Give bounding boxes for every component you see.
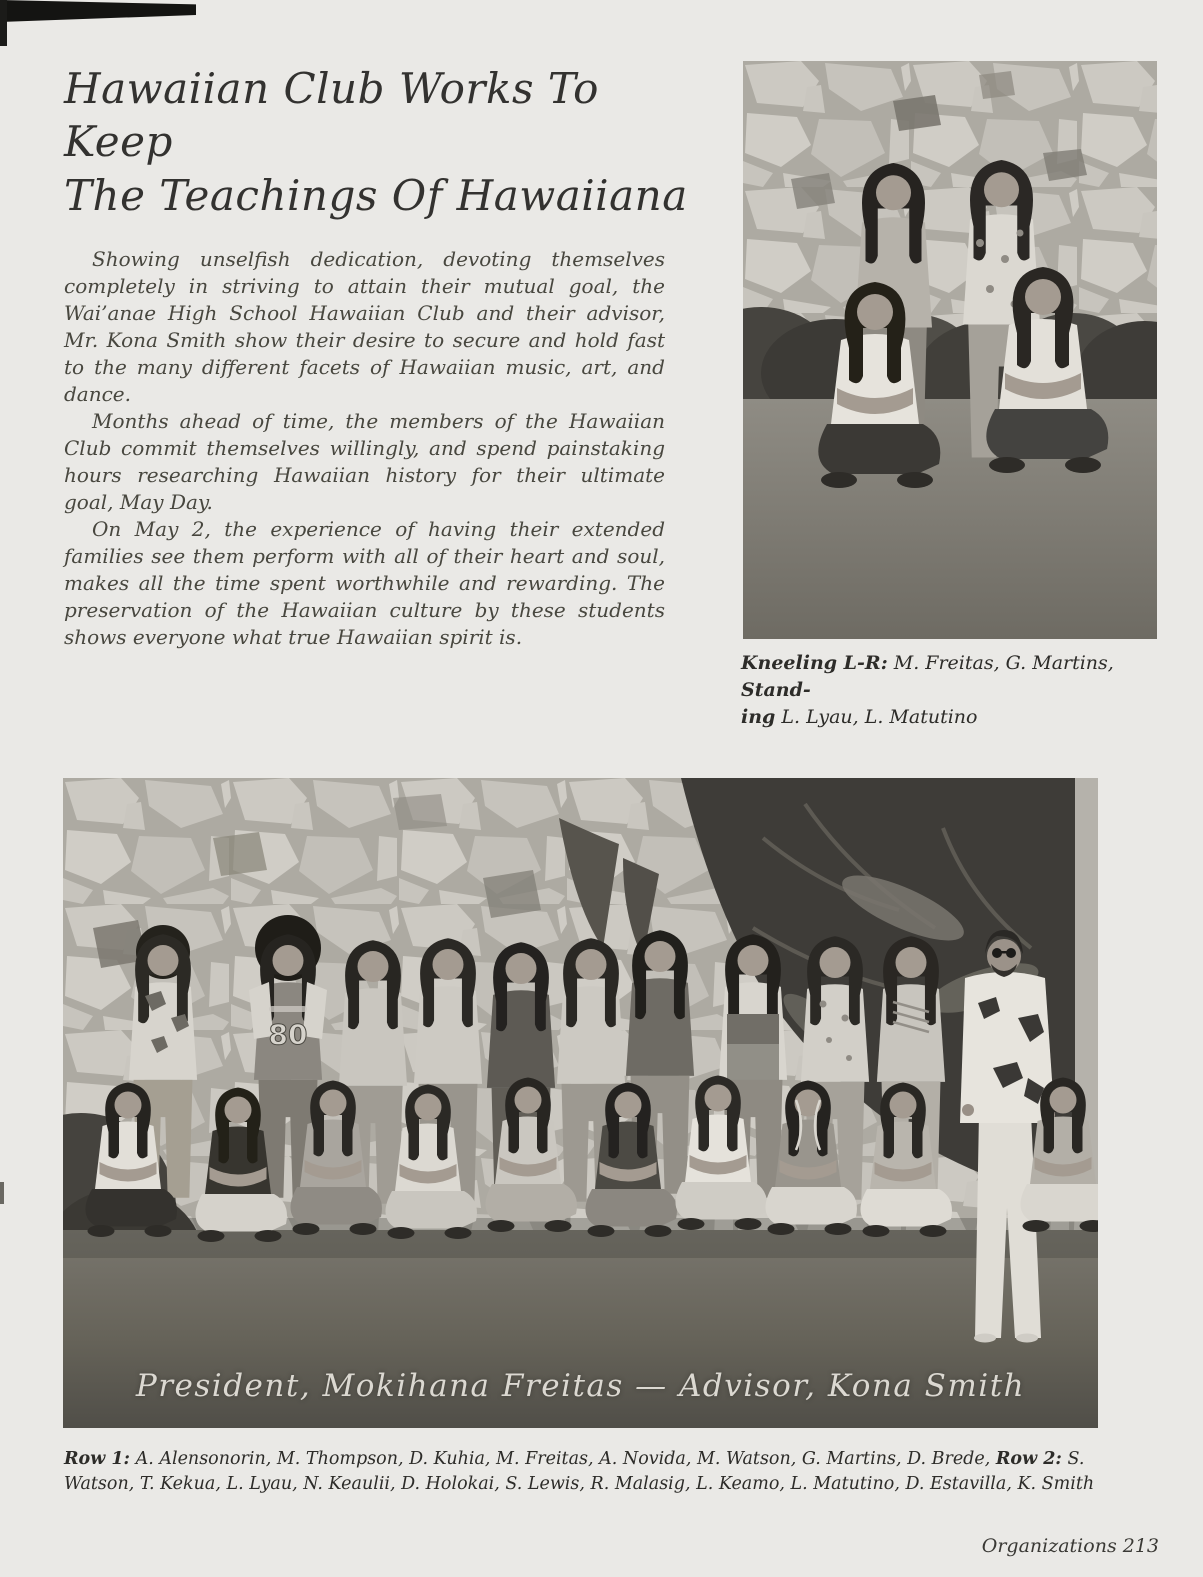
scan-artifact-tick — [0, 1182, 4, 1204]
caption-row2-names: S. Watson, T. Kekua, L. Lyau, N. Keaulii, D. Holokai, S. Lewis, R. Malasig, L. Keamo, L. Matutino, D. Estavilla, K. Smith — [64, 1449, 1095, 1494]
caption-row1-label: Row 1: — [64, 1449, 131, 1469]
page-footer: Organizations 213 — [981, 1535, 1159, 1557]
scan-artifact-top — [0, 0, 196, 22]
caption-kneeling-names: M. Freitas, G. Martins, — [887, 652, 1114, 674]
page-title-line1: Hawaiian Club Works To Keep — [64, 64, 599, 167]
group-photo-caption — [64, 1447, 1101, 1497]
article-text — [64, 246, 665, 651]
caption-standing-label-cont: ing — [741, 706, 776, 728]
page-title-line2: The Teachings Of Hawaiiana — [64, 170, 688, 220]
officers-photo-caption — [741, 650, 1165, 731]
officers-photo-illustration — [743, 61, 1157, 639]
article-paragraph: On May 2, the experience of having their extended families see them perform with all of their heart and soul, makes all the time spent worthwhile and rewarding. The preservation of the Hawaiian culture by these students shows everyone what true Hawaiian spirit is. — [64, 517, 665, 649]
article-paragraph: Months ahead of time, the members of the Hawaiian Club commit themselves willingly, and spend painstaking hours researching Hawaiian history for their ultimate goal, May Day. — [64, 409, 665, 514]
caption-standing-label: Stand- — [741, 679, 811, 701]
caption-kneeling-label: Kneeling L-R: — [741, 652, 888, 674]
group-photo-overlay-caption: President, Mokihana Freitas — Advisor, Kona Smith — [135, 1368, 1026, 1404]
jersey-number: 80 — [268, 1018, 308, 1051]
page-title — [64, 62, 704, 222]
article-paragraph: Showing unselfish dedication, devoting themselves completely in striving to attain their mutual goal, the Wai’anae High School Hawaiian Club and their advisor, Mr. Kona Smith show their desire to secure and hold fast to the many different facets of Hawaiian music, art, and dance. — [64, 247, 665, 406]
officers-photo — [743, 61, 1157, 639]
caption-standing-names: L. Lyau, L. Matutino — [775, 706, 978, 728]
group-photo-illustration — [63, 778, 1098, 1428]
caption-row1-names: A. Alensonorin, M. Thompson, D. Kuhia, M. Freitas, A. Novida, M. Watson, G. Martins, D. Brede, — [130, 1449, 996, 1469]
group-photo — [63, 778, 1098, 1428]
caption-row2-label: Row 2: — [995, 1449, 1062, 1469]
scan-artifact-edge — [0, 0, 7, 46]
